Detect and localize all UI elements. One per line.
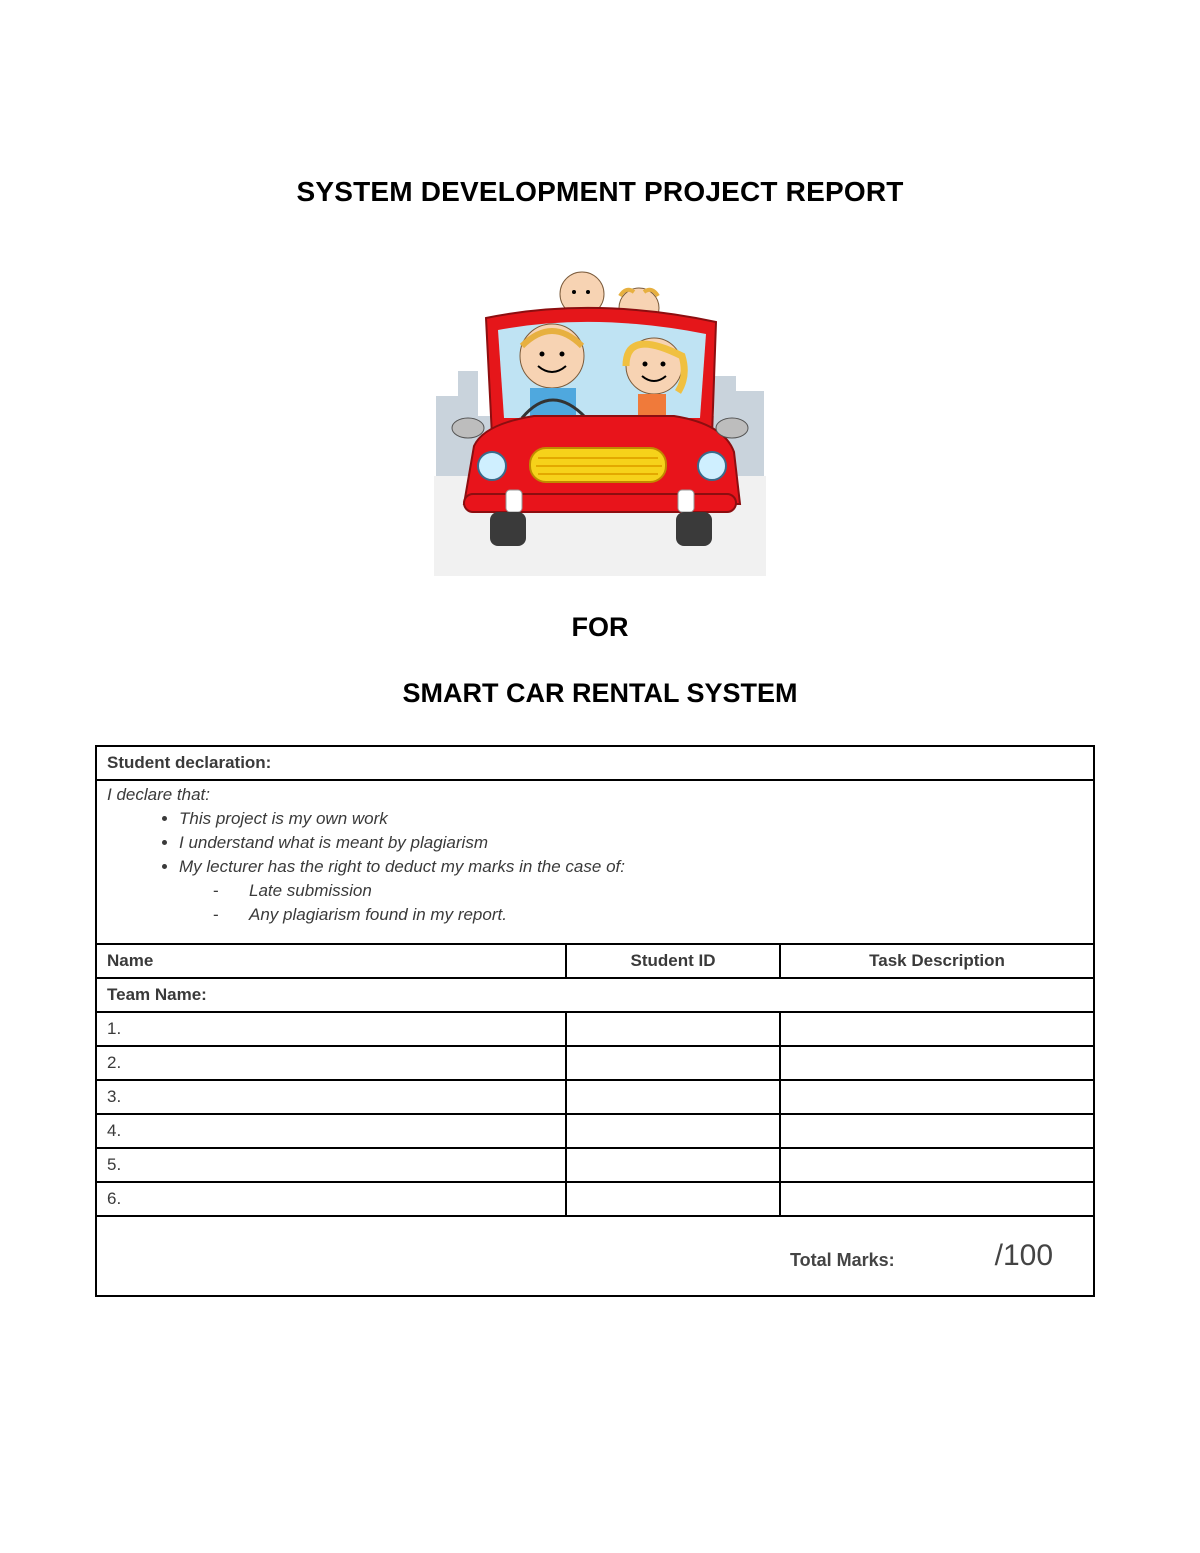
student-id-cell[interactable]	[566, 1182, 780, 1216]
table-row	[96, 1012, 1094, 1046]
total-marks-value[interactable]: /100	[994, 1239, 1054, 1272]
member-name-cell[interactable]: 1.	[96, 1012, 566, 1046]
total-marks-label: Total Marks:	[789, 1249, 895, 1270]
total-marks-cell	[96, 1216, 1094, 1296]
car-illustration	[434, 266, 766, 576]
declaration-item: • I understand what is meant by plagiarism	[179, 831, 1083, 855]
task-cell[interactable]	[780, 1114, 1094, 1148]
member-name-cell[interactable]: 4.	[96, 1114, 566, 1148]
table-row	[96, 1114, 1094, 1148]
declaration-body	[96, 780, 1094, 944]
column-header-student-id: Student ID	[566, 944, 780, 978]
task-cell[interactable]	[780, 1046, 1094, 1080]
student-id-cell[interactable]	[566, 1012, 780, 1046]
member-name-cell[interactable]: 5.	[96, 1148, 566, 1182]
student-id-cell[interactable]	[566, 1114, 780, 1148]
for-label: FOR	[571, 612, 629, 642]
family-car-icon	[434, 266, 766, 576]
task-cell[interactable]	[780, 1182, 1094, 1216]
declaration-sublist	[179, 879, 1083, 927]
declaration-item-text: My lecturer has the right to deduct my marks in the case of:	[179, 857, 625, 876]
task-cell[interactable]	[780, 1148, 1094, 1182]
team-name-field[interactable]: Team Name:	[96, 978, 1094, 1012]
declaration-intro: I declare that:	[107, 785, 211, 804]
task-cell[interactable]	[780, 1080, 1094, 1114]
member-name-cell[interactable]: 6.	[96, 1182, 566, 1216]
table-row	[96, 1182, 1094, 1216]
declaration-subitem: - Late submission	[249, 879, 1083, 903]
system-name: SMART CAR RENTAL SYSTEM	[402, 678, 798, 708]
student-id-cell[interactable]	[566, 1080, 780, 1114]
member-name-cell[interactable]: 2.	[96, 1046, 566, 1080]
declaration-heading: Student declaration:	[96, 746, 1094, 780]
declaration-item	[179, 855, 1083, 927]
task-cell[interactable]	[780, 1012, 1094, 1046]
table-row	[96, 1080, 1094, 1114]
member-name-cell[interactable]: 3.	[96, 1080, 566, 1114]
table-row	[96, 1046, 1094, 1080]
declaration-list	[107, 807, 1083, 927]
report-title: SYSTEM DEVELOPMENT PROJECT REPORT	[296, 176, 904, 207]
table-row	[96, 1148, 1094, 1182]
student-id-cell[interactable]	[566, 1046, 780, 1080]
student-id-cell[interactable]	[566, 1148, 780, 1182]
declaration-item: • This project is my own work	[179, 807, 1083, 831]
declaration-form	[95, 745, 1095, 1297]
column-header-name: Name	[96, 944, 566, 978]
declaration-subitem: - Any plagiarism found in my report.	[249, 903, 1083, 927]
column-header-task-description: Task Description	[780, 944, 1094, 978]
